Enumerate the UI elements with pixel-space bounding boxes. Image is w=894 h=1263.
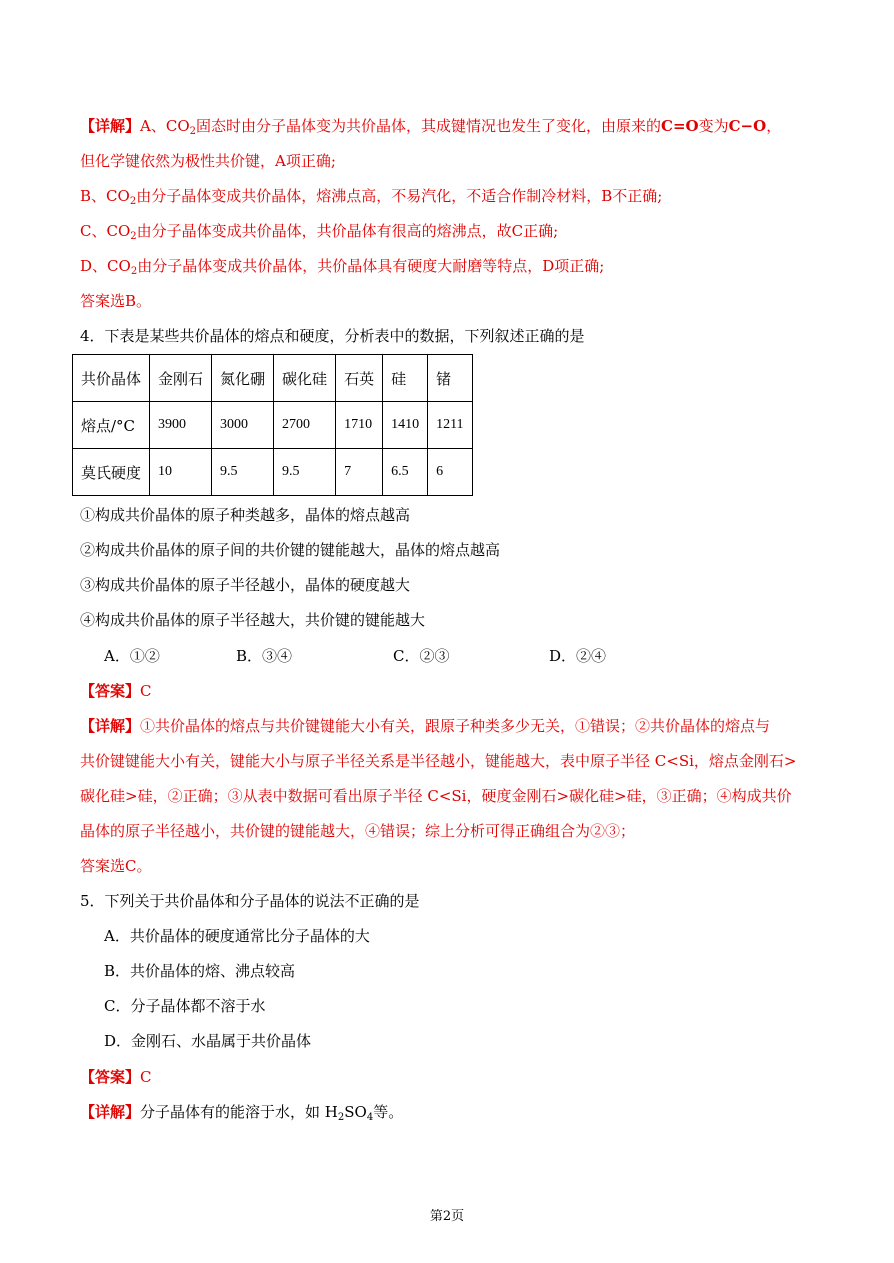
answer-tag: 【答案】	[80, 1068, 141, 1086]
table-header-cell: 氮化硼	[212, 355, 274, 402]
q4-option-d: D．②④	[549, 647, 607, 665]
q4-statement-3: ③构成共价晶体的原子半径越小，晶体的硬度越大	[80, 576, 411, 594]
q4-table	[72, 354, 473, 496]
q5-explain: 【详解】分子晶体有的能溶于水，如 $H_2SO_4$等。	[80, 1103, 404, 1123]
q4-statement-1: ①构成共价晶体的原子种类越多，晶体的熔点越高	[80, 506, 411, 524]
q4-final-answer: 答案选C。	[80, 857, 152, 875]
table-cell: 6.5	[383, 449, 428, 496]
answer-value: C	[140, 1068, 152, 1086]
q4-option-c: C．②③	[393, 647, 450, 665]
explain-tag: 【详解】	[80, 117, 141, 135]
q4-statement-4: ④构成共价晶体的原子半径越大，共价键的键能越大	[80, 611, 426, 629]
table-cell: 2700	[274, 402, 336, 449]
answer-value: C	[140, 682, 152, 700]
q5-option-a: A．共价晶体的硬度通常比分子晶体的大	[104, 927, 370, 945]
table-row	[73, 449, 473, 496]
q4-explain-line-1: 【详解】①共价晶体的熔点与共价键键能大小有关，跟原子种类多少无关，①错误；②共价晶体的熔点与	[80, 717, 771, 735]
bond-double: C=O	[661, 117, 699, 135]
table-cell: 9.5	[274, 449, 336, 496]
table-cell: 熔点/°C	[73, 402, 150, 449]
table-cell: 10	[150, 449, 212, 496]
table-cell: 6	[428, 449, 472, 496]
q3-explain-a-cont: 但化学键依然为极性共价键，A项正确;	[80, 152, 336, 170]
q4-explain-line-3: 碳化硅>硅，②正确；③从表中数据可看出原子半径 C<Si，硬度金刚石>碳化硅>硅，③正确；④构成共价	[80, 787, 792, 805]
table-cell: 1211	[428, 402, 472, 449]
table-header-cell: 锗	[428, 355, 472, 402]
table-header-cell: 共价晶体	[73, 355, 150, 402]
table-cell: 3000	[212, 402, 274, 449]
table-cell: 7	[336, 449, 383, 496]
bond-single: C−O	[728, 117, 767, 135]
table-header-row	[73, 355, 473, 402]
table-header-cell: 石英	[336, 355, 383, 402]
q4-option-a: A．①②	[104, 647, 160, 665]
q5-answer	[80, 1066, 152, 1088]
explain-tag: 【详解】	[80, 717, 141, 735]
q3-explain-a: 【详解】A、$CO_2$固态时由分子晶体变为共价晶体，其成键情况也发生了变化，由原来的C=O变为C−O，	[80, 117, 782, 137]
table-cell: 1710	[336, 402, 383, 449]
table-header-cell: 硅	[383, 355, 428, 402]
table-cell: 3900	[150, 402, 212, 449]
explain-tag: 【详解】	[80, 1103, 141, 1121]
q4-explain-line-2: 共价键键能大小有关，键能大小与原子半径关系是半径越小，键能越大，表中原子半径 C<Si，熔点金刚石>	[80, 752, 797, 770]
q5-option-b: B．共价晶体的熔、沸点较高	[104, 962, 296, 980]
q3-explain-b: B、$CO_2$由分子晶体变成共价晶体，熔沸点高，不易汽化，不适合作制冷材料，B不正确;	[80, 187, 663, 207]
table-cell: 莫氏硬度	[73, 449, 150, 496]
q3-explain-c: C、$CO_2$由分子晶体变成共价晶体，共价晶体有很高的熔沸点，故C正确;	[80, 222, 559, 242]
q4-answer	[80, 680, 152, 702]
q5-option-c: C．分子晶体都不溶于水	[104, 997, 266, 1015]
table-header-cell: 金刚石	[150, 355, 212, 402]
q3-answer: 答案选B。	[80, 292, 152, 310]
q4-statement-2: ②构成共价晶体的原子间的共价键的键能越大，晶体的熔点越高	[80, 541, 501, 559]
answer-tag: 【答案】	[80, 682, 141, 700]
page-number: 第2页	[429, 1209, 465, 1224]
table-cell: 1410	[383, 402, 428, 449]
q4-stem: 4．下表是某些共价晶体的熔点和硬度，分析表中的数据，下列叙述正确的是	[80, 327, 585, 345]
q3-explain-d: D、$CO_2$由分子晶体变成共价晶体，共价晶体具有硬度大耐磨等特点，D项正确;	[80, 257, 605, 277]
q5-option-d: D．金刚石、水晶属于共价晶体	[104, 1032, 312, 1050]
table-cell: 9.5	[212, 449, 274, 496]
q5-stem: 5．下列关于共价晶体和分子晶体的说法不正确的是	[80, 892, 420, 910]
table-header-cell: 碳化硅	[274, 355, 336, 402]
table-row	[73, 402, 473, 449]
q4-option-b: B．③④	[236, 647, 293, 665]
q4-explain-line-4: 晶体的原子半径越小，共价键的键能越大，④错误；综上分析可得正确组合为②③；	[80, 822, 636, 840]
